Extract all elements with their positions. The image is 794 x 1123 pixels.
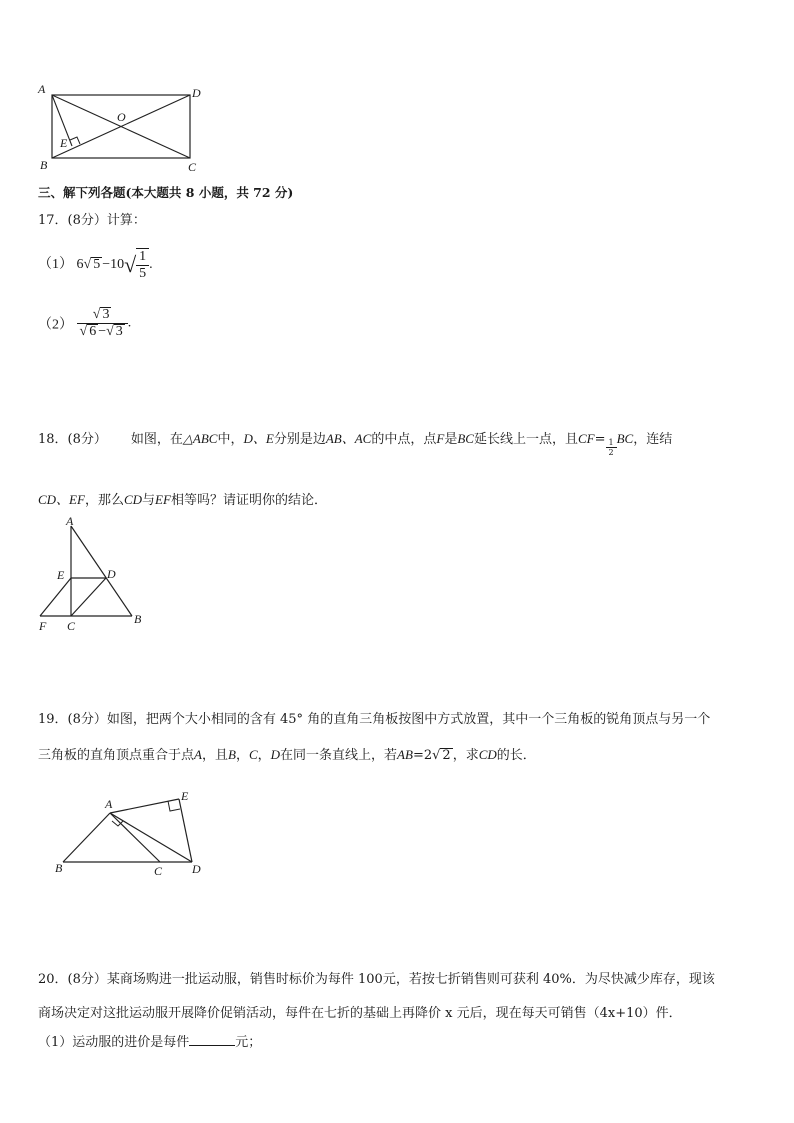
q19-l2-t10: AB [397,747,413,762]
q19-l2-t3: ，且 [201,748,228,763]
q19-line2: 三角板的直角顶点重合于点A，且B，C，D在同一条直线上，若AB=2√ 2 ，求CD的长． [38,747,536,763]
q20-part1 [38,1031,261,1050]
q18-label-B: B [134,612,142,626]
q20-line1: 20．(8分）某商场购进一批运动服，销售时标价为每件 100元，若按七折销售则可获利 40%．为尽快减少库存，现该 [38,972,715,987]
q17-p2-label: （2） [38,317,73,333]
rect-label-A: A [38,82,46,96]
q17-p2-den-a: 6 [89,324,97,339]
q18-label-E: E [57,568,65,582]
q19-label-E: E [181,789,189,803]
q17-p1-coef: 6 [76,257,84,273]
q18-frac-den: 2 [608,448,614,457]
q19-label-A: A [105,797,113,811]
q19-l2-t8: D [270,747,281,762]
q19-l2-t1: 三角板的直角顶点重合于点 [38,748,195,763]
q18-t4: D、E [243,431,274,446]
rect-label-O: O [117,110,126,124]
section-heading: 三、解下列各题(本大题共 8 小题，共 72 分) [38,185,294,200]
q18-t14: BC [616,431,634,446]
q18-l2-t1: CD、EF [38,492,85,507]
q19-l2-t7: ， [257,748,271,763]
q19-l2-sqrt: 2 [442,748,451,763]
q18-l2-t5: EF [155,492,171,507]
q19-l2-t12: ，求 [452,748,479,763]
q18-t12: CF [577,431,595,446]
rect-label-C: C [188,160,197,174]
q18-l2-t2: ，那么 [84,493,124,508]
q19-l2-t6: C [248,747,258,762]
q17-p1-radicand: 5 [93,257,101,273]
q17-p1-end: . [149,257,153,273]
q18-t15: ，连结 [633,432,673,447]
q20-line2: 商场决定对这批运动服开展降价促销活动，每件在七折的基础上再降价 x 元后，现在每天可销售（4x+10）件． [38,1006,682,1021]
q19-l2-t5: ， [235,748,249,763]
q17-p1-minus: −10 [102,257,125,273]
q18-t2: △ABC [182,431,218,446]
q18-label-F: F [39,619,47,633]
q17-p1-label: （1） [38,257,73,273]
q18-t10: BC [457,431,474,446]
q19-label-D: D [192,862,201,876]
q20-p1-text: （1）运动服的进价是每件 [38,1035,190,1050]
q17-part1: （1） 6√ 5 −10√ $\frac{1}{5}$ . [38,249,153,281]
q18-frac-num: 1 [606,438,617,448]
rect-label-D: D [192,86,201,100]
q19-l2-t14: 的长． [496,748,536,763]
q18-t8: F [436,431,445,446]
q19-line1: 19．(8分）如图，把两个大小相同的含有 45° 角的直角三角板按图中方式放置，其中一个三角板的锐角顶点与另一个 [38,712,711,727]
q17-p2-num: 3 [102,307,110,322]
q18-t3: 中， [217,432,244,447]
q20-answer-blank[interactable] [189,1033,235,1046]
q20-p1-unit: 元； [235,1035,262,1050]
q17-part2: （2） $\frac{√ 3}{√ 6 -√ 3}$ . [38,307,132,339]
q18-l2-t3: CD [123,492,143,507]
q17-p1-num: 1 [136,249,149,266]
q18-label-D: D [107,567,116,581]
q18-label-C: C [67,619,76,633]
q18-number: 18．(8分） [38,432,107,447]
q19-l2-t2: A [194,747,202,762]
q19-l2-t13: CD [478,747,497,762]
q18-t7: 的中点，点 [371,432,437,447]
rect-label-E: E [60,136,68,150]
q18-label-A: A [66,514,74,528]
q18-l2-t6: 相等吗？请证明你的结论． [170,493,327,508]
q17-p2-den-minus: − [98,324,107,339]
q19-l2-t4: B [227,747,236,762]
q18-t5: 分别是边 [273,432,326,447]
q19-l2-t9: 在同一条直线上，若 [280,748,398,763]
rect-label-B: B [40,158,48,172]
q17-p1-den: 5 [139,266,147,281]
q17-p2-end: . [127,315,132,331]
q18-t1: 如图，在 [130,432,183,447]
q18-t11: 延长线上一点，且 [473,432,578,447]
q19-label-C: C [154,864,163,878]
q19-label-B: B [55,861,63,875]
q18-t9: 是 [444,432,458,447]
q18-l2-t4: 与 [142,493,156,508]
q17-heading: 17．(8分）计算： [38,213,146,228]
q19-l2-t11: =2 [412,748,433,763]
q18-t13: = [594,432,606,447]
q18-t6: AB、AC [325,431,372,446]
q17-p2-den-b: 3 [115,324,123,339]
